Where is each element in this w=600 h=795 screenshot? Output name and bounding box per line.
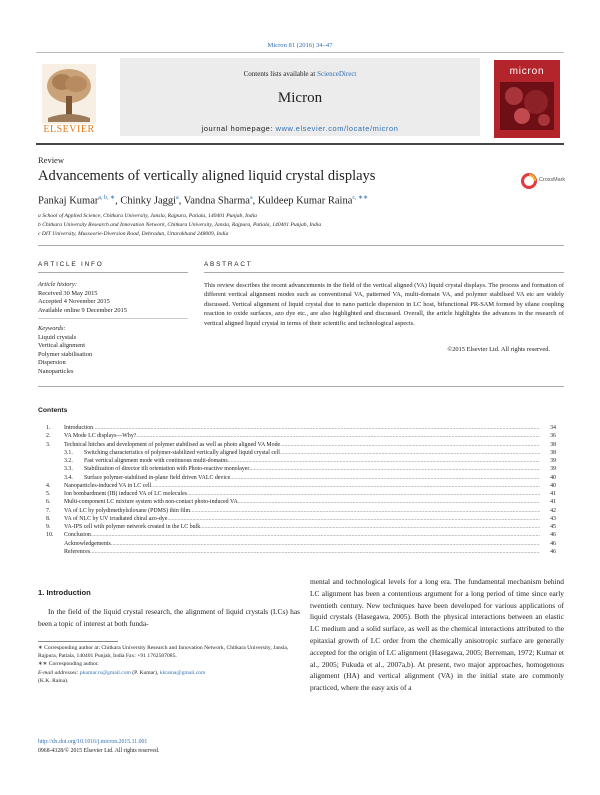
- toc-title: VA of LC by polydimethylsiloxane (PDMS) thin film: [64, 507, 191, 514]
- toc-title: Fast vertical alignment mode with continuous multi-domains: [84, 458, 228, 464]
- email-link[interactable]: kkraina@gmail.com: [159, 669, 206, 676]
- keyword: Liquid crystals: [38, 333, 77, 341]
- keyword: Dispersion: [38, 359, 66, 366]
- header-top-rule: [36, 52, 564, 53]
- toc-entry[interactable]: [46, 531, 556, 539]
- contents-prefix: Contents lists available at: [243, 70, 318, 78]
- author-name: Pankaj Kumar: [38, 195, 99, 207]
- toc-page: 46: [550, 548, 556, 555]
- toc-number: 9.: [46, 524, 51, 530]
- toc-entry[interactable]: [46, 441, 556, 449]
- keywords-block: [38, 325, 188, 376]
- received-date: Received 30 May 2015: [38, 289, 98, 297]
- table-of-contents: [46, 424, 556, 556]
- toc-number: 3.3.: [64, 466, 73, 473]
- publisher-name: ELSEVIER: [43, 124, 95, 135]
- toc-number: 1.: [46, 425, 51, 431]
- footnote-emails: [38, 669, 300, 677]
- toc-entry[interactable]: [46, 449, 556, 457]
- toc-number: 2.: [46, 433, 51, 440]
- toc-entry[interactable]: [46, 515, 556, 523]
- toc-number: [46, 540, 64, 548]
- toc-number: 3.4.: [64, 474, 73, 481]
- toc-page: 38: [550, 441, 556, 448]
- cover-micrograph: [500, 82, 554, 130]
- toc-entry[interactable]: [46, 490, 556, 498]
- article-type: Review: [38, 155, 64, 165]
- author-name: Kuldeep Kumar Raina: [257, 195, 353, 207]
- toc-title: Stabilization of director tilt orientation with Photo-reactive monolayer: [84, 466, 250, 473]
- footnotes: [38, 644, 300, 685]
- accepted-date: Accepted 4 November 2015: [38, 298, 110, 305]
- toc-page: 46: [550, 540, 556, 547]
- divider: [38, 245, 564, 246]
- toc-page: 42: [550, 507, 556, 514]
- introduction-text-right: mental and technological levels for a long era. The fundamental mechanism behind LC alignment has been a contentious argument for a long period of time since early twentieth century. New techniques have been developed for various applications of liquid crystals (Hasegawa, 2005). Both the physical interactions between an elastic LC medium and a solid surface, as well as the chemical interactions attributed to the epitaxial growth of LC order from the chemically anisotropic surface are generally accepted for the origin of LC alignment (Hasegawa, 2005; Berreman, 1972; Kumar et al., 2005; Fukuda et al., 2007a,b). At present, two major approaches, homogenous alignment (HA) and vertical alignment (VA) in the initial state are commonly practiced, where the easy axis of a: [310, 577, 564, 693]
- crossmark-label: CrossMark: [539, 177, 566, 183]
- introduction-heading: 1. Introduction: [38, 588, 91, 597]
- abstract-heading: ABSTRACT: [204, 261, 253, 268]
- header-bottom-rule: [36, 143, 564, 145]
- toc-page: 38: [550, 449, 556, 456]
- doi-link[interactable]: http://dx.doi.org/10.1016/j.micron.2015.11.001: [38, 739, 148, 745]
- intro-paragraph: In the field of the liquid crystal research, the alignment of liquid crystals (LCs) has been a topic of interest at both funda-: [38, 607, 300, 628]
- keyword: Nanoparticles: [38, 367, 74, 375]
- author-list: Pankaj Kumar$^{a, b, ∗}$, Chinky Jaggi$^a$, Vandna Sharma$^a$, Kuldeep Kumar Raina$^{c, ∗∗}$: [38, 195, 369, 207]
- toc-page: 41: [550, 499, 556, 506]
- toc-page: 45: [550, 524, 556, 530]
- toc-entry[interactable]: [46, 498, 556, 506]
- toc-title: Introduction: [64, 425, 94, 431]
- article-title: Advancements of vertically aligned liquid crystal displays: [38, 168, 376, 184]
- keyword: Vertical alignment: [38, 342, 86, 349]
- toc-title: Multi-component LC mixture system with non-contact photo-induced VA: [64, 499, 238, 506]
- author-marks[interactable]: c, ∗∗: [352, 195, 369, 201]
- toc-title: VA Mode LC displays—Why?: [64, 433, 137, 440]
- article-history: [38, 281, 188, 315]
- journal-cover-title: micron: [509, 66, 545, 77]
- footnote-corresponding-1: ∗ Corresponding author at: Chitkara University Research and Innovation Network, Chitkara University, Jansla, Rajpura, Patiala, 140401 Punjab, India Fax: +91 1762507085.: [38, 645, 289, 660]
- footnote-rule: [38, 641, 118, 642]
- toc-page: 46: [550, 532, 556, 539]
- toc-title: Ion bombardment (IB) induced VA of LC molecules: [64, 491, 187, 497]
- sciencedirect-link[interactable]: ScienceDirect: [317, 70, 357, 78]
- issn-line: 0968-4328/© 2015 Elsevier Ltd. All rights reserved.: [38, 748, 160, 754]
- toc-title: Technical hitches and development of polymer stabilised as well as photo aligned VA Mode: [64, 441, 281, 448]
- toc-page: 39: [550, 466, 556, 473]
- affiliation-a: a School of Applied Science, Chitkara University, Jansla, Rajpura, Patiala, 140401 Punjab, India: [38, 213, 257, 219]
- toc-entry[interactable]: [46, 465, 556, 473]
- journal-citation[interactable]: Micron 81 (2016) 34–47: [267, 42, 333, 49]
- toc-title: Nanoparticles-induced VA in LC cell: [64, 482, 152, 489]
- history-label: Article history:: [38, 281, 77, 288]
- homepage-link[interactable]: www.elsevier.com/locate/micron: [275, 124, 399, 133]
- toc-entry[interactable]: [46, 482, 556, 490]
- affiliation-c: c DIT University, Mussoorie-Diversion Road, Dehradun, Uttarakhand 248009, India: [38, 231, 229, 237]
- elsevier-tree-logo: [38, 60, 100, 132]
- email-link[interactable]: pkumar.rs@gmail.com: [79, 669, 131, 676]
- toc-entry[interactable]: [46, 474, 556, 482]
- toc-number: 5.: [46, 491, 51, 497]
- author-name: Chinky Jaggi: [120, 195, 177, 207]
- author-marks[interactable]: a: [249, 195, 253, 201]
- crossmark-badge[interactable]: [520, 170, 564, 192]
- toc-entry[interactable]: [46, 507, 556, 515]
- toc-title: VA of NLC by UV irradiated chiral azo-dye: [64, 515, 168, 522]
- journal-title: Micron: [277, 90, 323, 106]
- toc-page: 40: [550, 482, 556, 489]
- toc-title: References: [64, 548, 91, 555]
- author-name: Vandna Sharma: [183, 195, 250, 207]
- toc-page: 43: [550, 515, 556, 522]
- toc-number: [46, 548, 64, 556]
- toc-entry[interactable]: [46, 523, 556, 531]
- toc-page: 41: [550, 491, 556, 497]
- affiliation-b: b Chitkara University Research and Innovation Network, Chitkara University, Jansla, Rajpura, Patiala, 140401 Punjab, India: [38, 222, 322, 228]
- divider: [38, 386, 564, 387]
- divider: [38, 318, 188, 319]
- toc-number: 7.: [46, 507, 51, 514]
- author-marks[interactable]: a, b, ∗: [98, 195, 116, 201]
- contents-heading: Contents: [38, 407, 68, 414]
- toc-number: 4.: [46, 482, 51, 489]
- email-owner: (K.K. Raina).: [38, 677, 69, 684]
- keyword: Polymer stabilisation: [38, 350, 93, 358]
- toc-page: 34: [550, 425, 556, 431]
- toc-title: VA-IPS cell with polymer network created in the LC bulk: [64, 524, 201, 530]
- journal-homepage-line: [120, 124, 480, 133]
- toc-title: Conclusion: [64, 532, 91, 539]
- footer-meta: [38, 738, 300, 756]
- email-label: E-mail addresses:: [38, 669, 80, 676]
- toc-entry[interactable]: [46, 548, 556, 556]
- toc-entry[interactable]: [46, 432, 556, 440]
- online-date: Available online 9 December 2015: [38, 306, 127, 314]
- toc-page: 36: [550, 433, 556, 440]
- toc-number: 8.: [46, 515, 51, 522]
- toc-entry[interactable]: [46, 540, 556, 548]
- toc-number: 3.2.: [64, 458, 73, 464]
- abstract-copyright: ©2015 Elsevier Ltd. All rights reserved.: [447, 346, 550, 353]
- toc-title: Surface polymer-stabilised in-plane field driven VALC device: [84, 474, 231, 481]
- toc-entry[interactable]: [46, 457, 556, 465]
- keywords-label: Keywords:: [38, 325, 66, 332]
- abstract-text: This review describes the recent advancements in the field of the vertical aligned (VA) liquid crystal displays. The process and formation of different vertical alignment modes such as conventional VA, patterned VA, multi-domain VA, and polymer stabilised VA etc are widely discussed. Vertical alignment of liquid crystal due to nano particle dispersion in LC host, bifunctional PR-SAM formed by silane coupling reaction to oxide surfaces, azo dye etc., are also highlighted and discussed. Overall, the article highlights the advances in the research of vertical aligned liquid crystal in terms of their scientific and technological aspects.: [204, 282, 564, 327]
- article-info-heading: ARTICLE INFO: [38, 261, 104, 268]
- email-owner: (P. Kumar),: [130, 669, 160, 676]
- toc-page: 40: [550, 474, 556, 481]
- toc-title: Switching characteristics of polymer-stabilized vertically aligned liquid crystal cell: [84, 449, 280, 456]
- toc-number: 3.1.: [64, 449, 73, 456]
- toc-page: 39: [550, 458, 556, 464]
- homepage-prefix: journal homepage:: [201, 124, 276, 133]
- toc-entry[interactable]: [46, 424, 556, 432]
- toc-number: 10.: [46, 532, 54, 539]
- contents-available-line: [120, 70, 480, 78]
- toc-number: 3.: [46, 441, 51, 448]
- footnote-corresponding-2: ∗∗ Corresponding author.: [38, 661, 99, 668]
- author-marks[interactable]: a: [176, 195, 179, 201]
- toc-number: 6.: [46, 499, 51, 506]
- divider: [38, 272, 188, 273]
- introduction-text-left: [38, 606, 300, 630]
- divider: [204, 272, 564, 273]
- toc-title: Acknowledgements: [64, 540, 111, 547]
